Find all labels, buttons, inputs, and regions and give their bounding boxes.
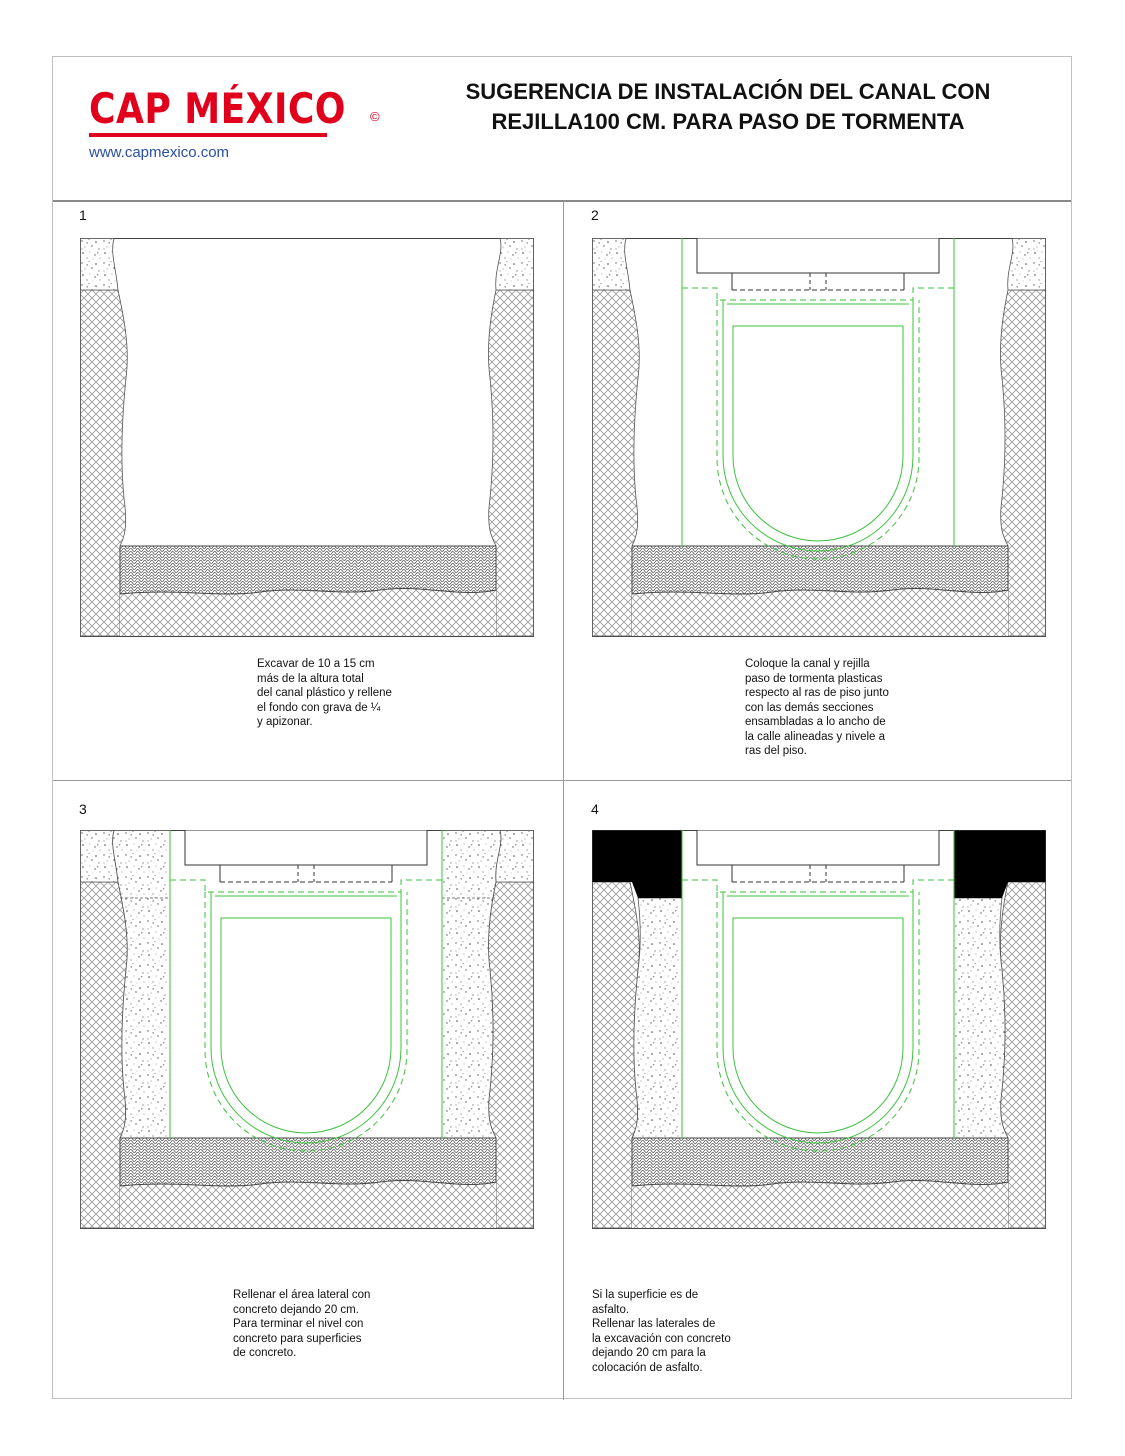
gravel-bed bbox=[120, 546, 496, 594]
pavement-left bbox=[593, 239, 631, 291]
step-1-number: 1 bbox=[79, 207, 87, 223]
step-4-number: 4 bbox=[591, 801, 599, 817]
title-line-1: SUGERENCIA DE INSTALACIÓN DEL CANAL CON bbox=[465, 79, 991, 104]
copyright-mark: © bbox=[370, 109, 380, 124]
soil-bottom bbox=[120, 1180, 496, 1228]
vertical-divider bbox=[563, 201, 564, 1400]
drawing-sheet bbox=[52, 56, 1072, 1399]
step-2-caption: Coloque la canal y rejilla paso de tormenta plasticas respecto al ras de piso junto con las demás secciones ensambladas a lo ancho de la calle alineadas y nivele a ras del piso. bbox=[745, 658, 889, 757]
header-divider bbox=[53, 200, 1071, 202]
soil-bottom bbox=[632, 1180, 1008, 1228]
sheet-title bbox=[408, 77, 1048, 137]
concrete-fill-right bbox=[954, 898, 1008, 1138]
gravel-bed bbox=[632, 546, 1008, 594]
logo-underline bbox=[89, 133, 327, 137]
logo-text: CAP MÉXICO bbox=[89, 84, 346, 133]
horizontal-divider bbox=[53, 780, 1071, 781]
step-1-caption: Excavar de 10 a 15 cm más de la altura total del canal plástico y rellene el fondo con grava de ¼ y apizonar. bbox=[257, 658, 392, 728]
step-4-caption: Si la superficie es de asfalto. Rellenar las laterales de la excavación con concreto dejando 20 cm para la colocación de asfalto. bbox=[592, 1289, 731, 1374]
step-1-diagram bbox=[80, 238, 535, 638]
website-link[interactable]: www.capmexico.com bbox=[89, 144, 230, 161]
pavement-right bbox=[496, 831, 534, 883]
cap-mexico-logo bbox=[89, 84, 380, 147]
soil-bottom bbox=[120, 588, 496, 636]
title-line-2: REJILLA100 CM. PARA PASO DE TORMENTA bbox=[491, 109, 965, 134]
gravel-bed bbox=[120, 1138, 496, 1186]
soil-bottom bbox=[632, 588, 1008, 636]
pavement-left bbox=[81, 239, 119, 291]
step-4-diagram bbox=[592, 830, 1047, 1230]
pavement-right bbox=[1008, 239, 1046, 291]
step-2-diagram bbox=[592, 238, 1047, 638]
step-2-number: 2 bbox=[591, 207, 599, 223]
gravel-bed bbox=[632, 1138, 1008, 1186]
step-3-number: 3 bbox=[79, 801, 87, 817]
step-3-diagram bbox=[80, 830, 535, 1230]
pavement-right bbox=[496, 239, 534, 291]
step-3-caption: Rellenar el área lateral con concreto dejando 20 cm. Para terminar el nivel con concreto para superficies de concreto. bbox=[233, 1289, 371, 1359]
